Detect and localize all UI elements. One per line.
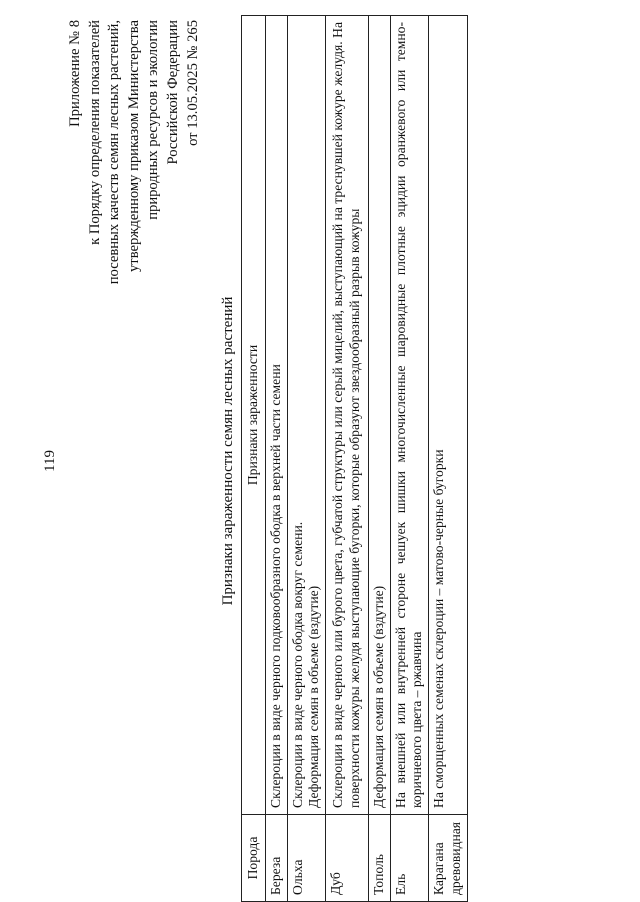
table-row — [265, 16, 287, 902]
table-row — [429, 16, 468, 902]
page-number: 119 — [42, 450, 58, 472]
appendix-line: от 13.05.2025 № 265 — [184, 20, 201, 146]
appendix-line: посевных качеств семян лесных растений, — [106, 20, 123, 285]
table-row — [287, 16, 326, 902]
sign-cell: На сморщенных семенах склероции – матово-черные бугорки — [429, 16, 468, 815]
appendix-header — [66, 20, 203, 440]
appendix-line: Приложение № 8 — [67, 20, 83, 127]
table-row — [368, 16, 390, 902]
header-signs: Признаки зараженности — [242, 16, 266, 815]
table-row — [326, 16, 369, 902]
sign-cell: Склероции в виде черного подковообразного ободка в верхней части семени — [265, 16, 287, 815]
table-row — [390, 16, 429, 902]
breed-cell: Карагана древовидная — [429, 815, 468, 902]
table-header-row — [242, 16, 266, 902]
breed-cell: Ольха — [287, 815, 326, 902]
sign-cell: Склероции в виде черного или бурого цвета, губчатой структуры или серый мицелий, выступающий на треснувшей кожуре желудя. На поверхности кожуры желудя выступающие бугорки, которые образуют звездообразный разрыв кожуры — [326, 16, 369, 815]
breed-cell: Береза — [265, 815, 287, 902]
sign-cell: Деформация семян в объеме (вздутие) — [368, 16, 390, 815]
sign-cell — [287, 16, 326, 815]
appendix-line: к Порядку определения показателей — [86, 20, 103, 245]
header-breed: Порода — [242, 815, 266, 902]
appendix-line: природных ресурсов и экологии — [145, 20, 162, 220]
infection-signs-table — [241, 15, 468, 902]
breed-cell: Ель — [390, 815, 429, 902]
breed-cell: Дуб — [326, 815, 369, 902]
sign-line: Деформация семян в объеме (вздутие) — [306, 585, 322, 808]
appendix-line: утвержденному приказом Министерства — [125, 20, 142, 272]
breed-cell: Тополь — [368, 815, 390, 902]
sign-cell: На внешней или внутренней стороне чешуек шишки многочисленные шаровидные плотные эцидии оранжевого или темно-коричневого цвета – ржавчина — [390, 16, 429, 815]
table-title: Признаки зараженности семян лесных растений — [220, 296, 236, 606]
sign-line: Склероции в виде черного ободка вокруг семени. — [289, 521, 305, 808]
appendix-line: Российской Федерации — [164, 20, 181, 165]
